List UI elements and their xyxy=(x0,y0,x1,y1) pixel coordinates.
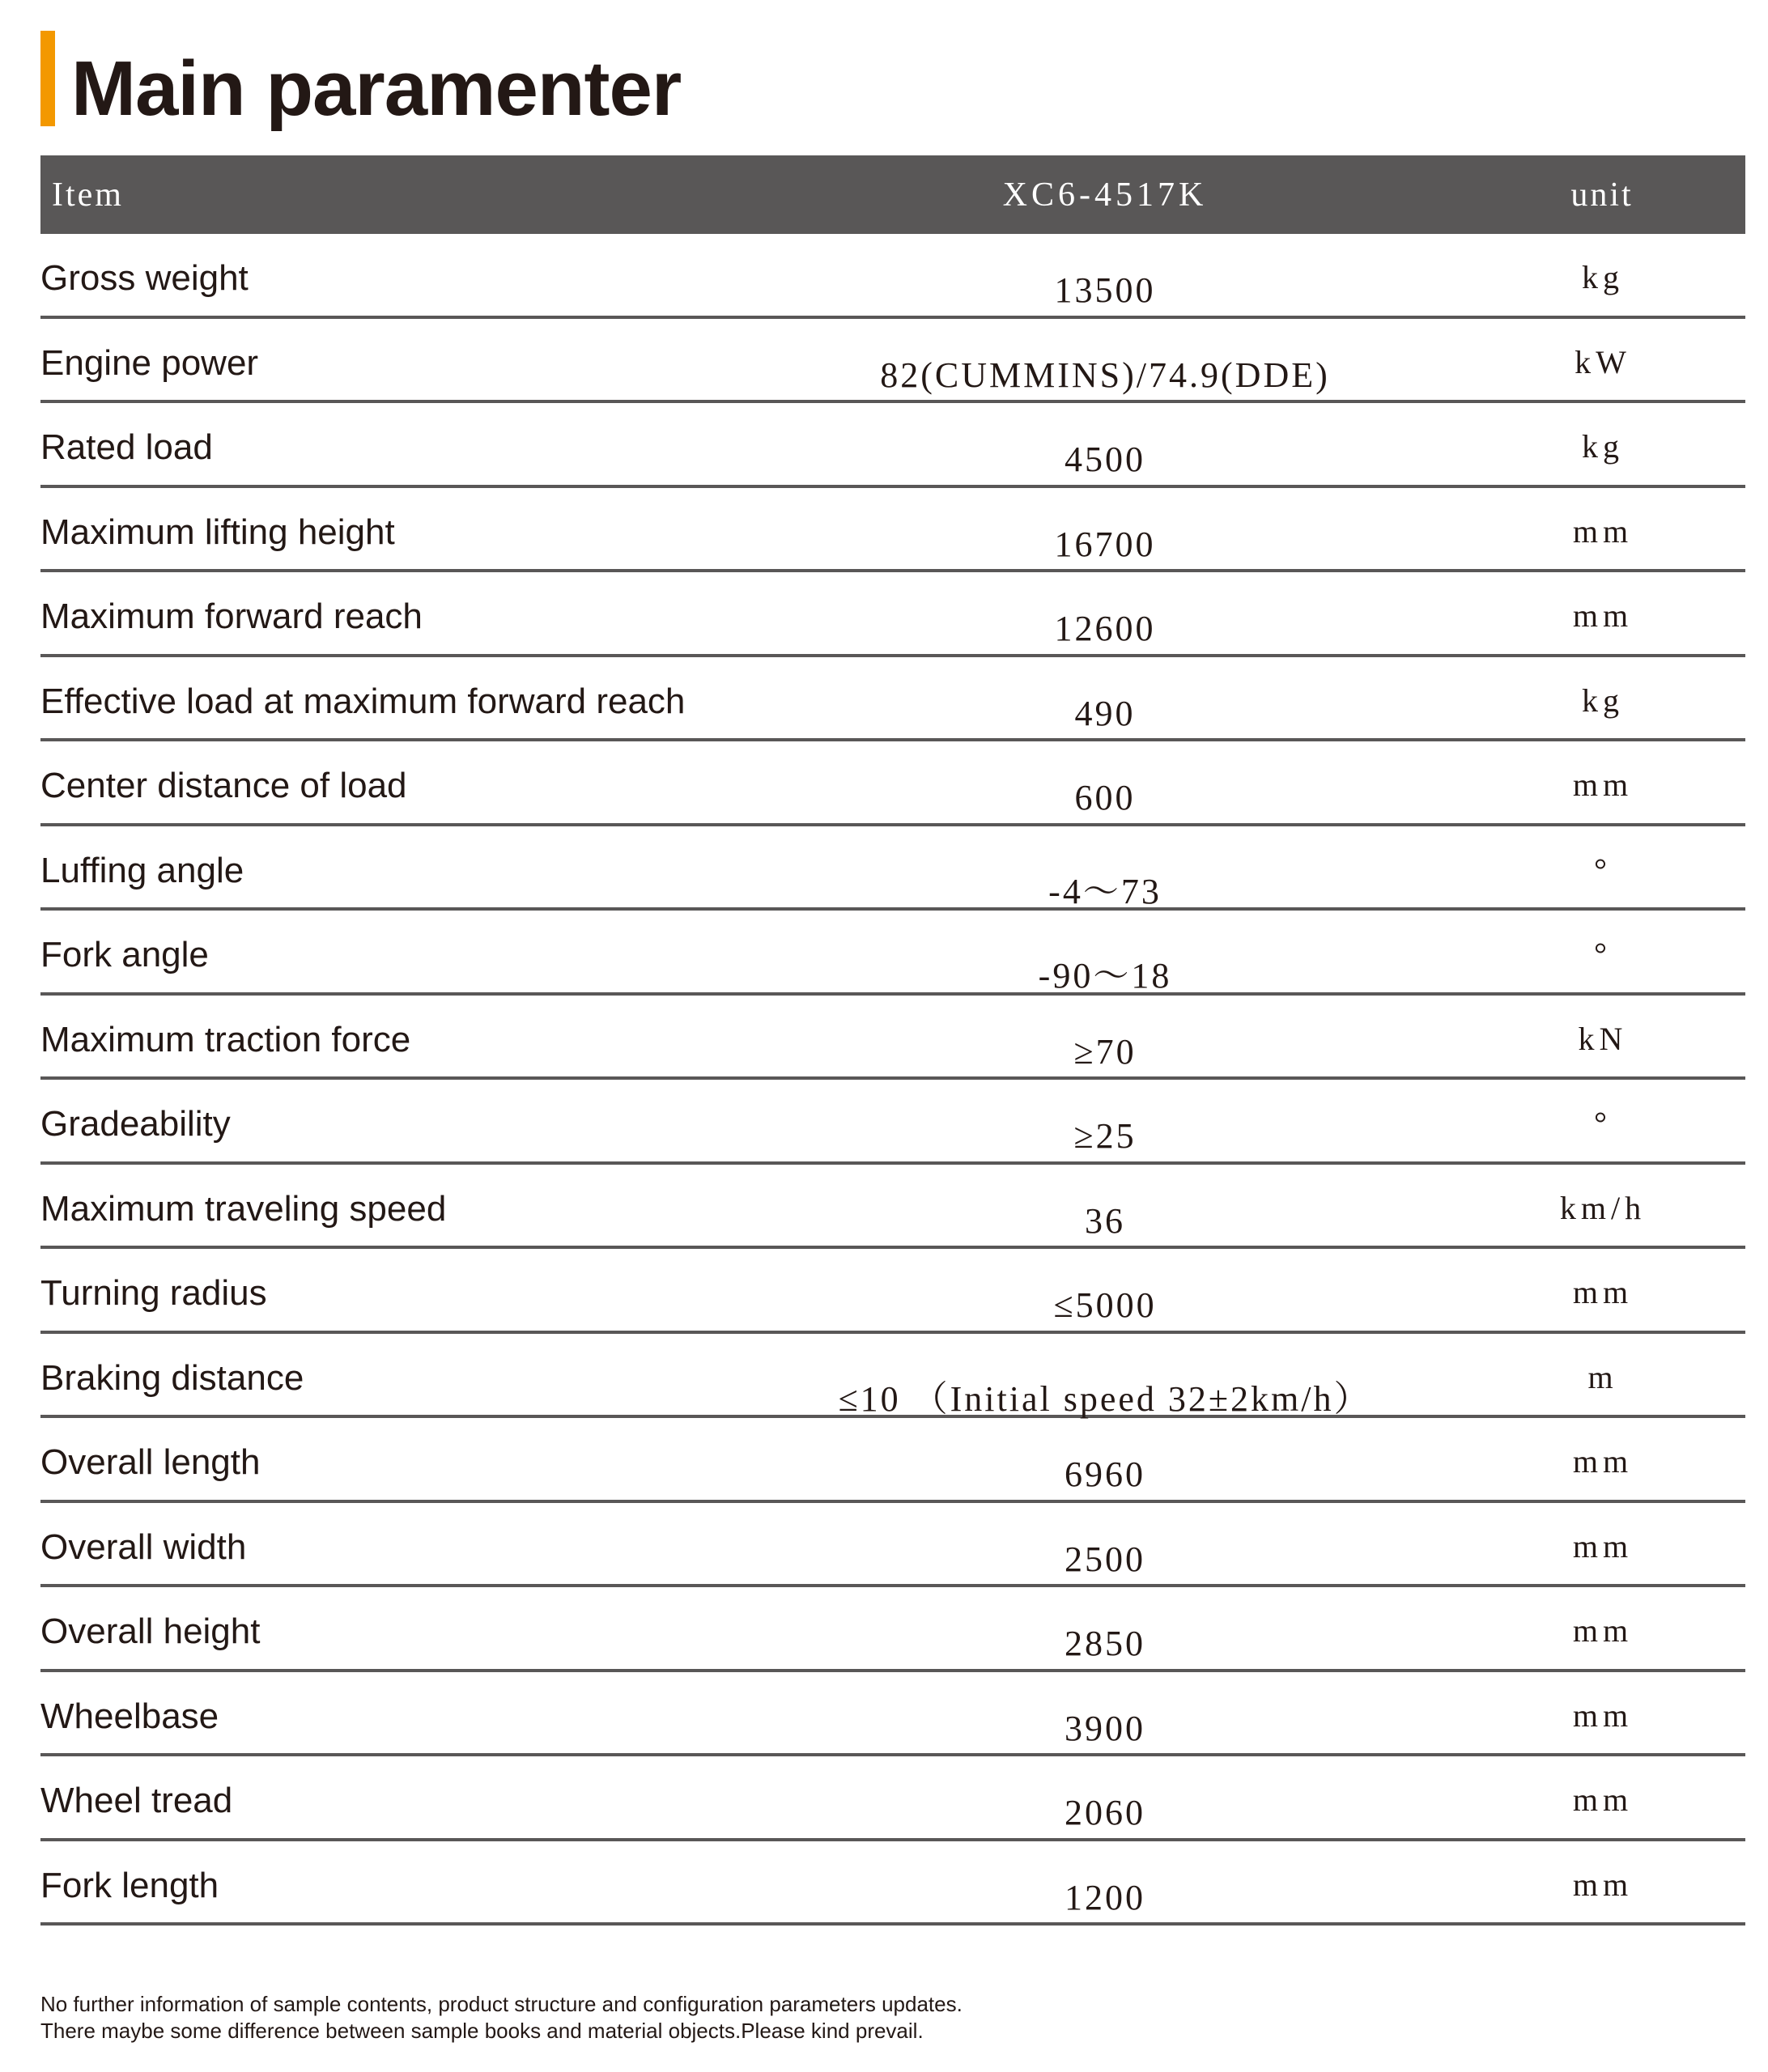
row-label: Maximum traction force xyxy=(40,1019,411,1059)
header-item: Item xyxy=(52,176,124,214)
table-row xyxy=(40,403,1745,488)
row-label: Fork angle xyxy=(40,935,209,974)
title-accent-bar xyxy=(40,31,55,126)
page-title: Main paramenter xyxy=(71,45,682,132)
table-row xyxy=(40,1334,1745,1419)
row-value: 6960 xyxy=(1065,1454,1145,1494)
spec-table xyxy=(40,155,1745,1926)
footnote xyxy=(40,1991,963,2044)
row-label: Overall width xyxy=(40,1526,247,1567)
row-unit: mm xyxy=(1572,1696,1634,1734)
row-label: Rated load xyxy=(40,427,213,467)
table-row xyxy=(40,1756,1745,1841)
table-row xyxy=(40,1503,1745,1588)
table-row xyxy=(40,1165,1745,1250)
row-unit: mm xyxy=(1572,512,1634,550)
row-value: 13500 xyxy=(1054,270,1156,310)
row-unit: mm xyxy=(1572,1781,1634,1818)
table-row xyxy=(40,911,1745,996)
row-unit: kg xyxy=(1582,681,1624,719)
row-label: Wheelbase xyxy=(40,1696,219,1736)
row-value: 2850 xyxy=(1065,1624,1145,1663)
table-row xyxy=(40,1080,1745,1165)
row-label: Overall length xyxy=(40,1442,261,1482)
row-value: 82(CUMMINS)/74.9(DDE) xyxy=(880,355,1330,395)
row-label: Engine power xyxy=(40,342,259,383)
row-value: ≥70 xyxy=(1073,1031,1137,1072)
row-value: -4～73 xyxy=(1048,871,1162,911)
table-row xyxy=(40,996,1745,1081)
row-unit: mm xyxy=(1572,1443,1634,1480)
row-unit: m xyxy=(1587,1358,1618,1395)
table-row xyxy=(40,1418,1745,1503)
row-value: 1200 xyxy=(1065,1877,1145,1917)
row-value: 3900 xyxy=(1065,1708,1145,1748)
row-label: Braking distance xyxy=(40,1357,304,1398)
header-model: XC6-4517K xyxy=(1002,176,1208,214)
row-value: -90～18 xyxy=(1038,956,1172,996)
row-value: ≥25 xyxy=(1073,1116,1137,1156)
row-unit: mm xyxy=(1572,1274,1634,1310)
row-unit: km/h xyxy=(1559,1189,1647,1226)
footnote-line: No further information of sample contents, product structure and configuration parameters updates. xyxy=(40,1992,963,2016)
row-value: ≤10 （Initial speed 32±2km/h） xyxy=(838,1378,1372,1419)
table-row xyxy=(40,1841,1745,1926)
row-label: Effective load at maximum forward reach xyxy=(40,681,686,721)
table-row xyxy=(40,657,1745,742)
row-value: 600 xyxy=(1074,778,1136,817)
row-label: Fork length xyxy=(40,1865,219,1905)
row-value: 16700 xyxy=(1054,524,1156,564)
row-unit: mm xyxy=(1572,1612,1634,1649)
row-unit: mm xyxy=(1572,1866,1634,1903)
table-row xyxy=(40,826,1745,911)
row-value: 2500 xyxy=(1065,1539,1145,1579)
row-unit: ° xyxy=(1594,1105,1612,1141)
row-unit: kN xyxy=(1578,1020,1628,1057)
row-label: Gradeability xyxy=(40,1104,231,1144)
row-label: Wheel tread xyxy=(40,1781,233,1820)
row-unit: ° xyxy=(1594,851,1612,888)
header-unit: unit xyxy=(1570,176,1634,214)
row-label: Turning radius xyxy=(40,1273,267,1313)
row-label: Maximum traveling speed xyxy=(40,1188,447,1229)
table-row xyxy=(40,234,1745,319)
row-label: Maximum lifting height xyxy=(40,512,395,552)
row-label: Center distance of load xyxy=(40,766,407,805)
row-unit: mm xyxy=(1572,597,1634,634)
row-unit: kg xyxy=(1582,259,1624,295)
row-value: 12600 xyxy=(1054,609,1156,648)
row-label: Overall height xyxy=(40,1611,261,1651)
table-header xyxy=(40,155,1745,234)
row-value: 4500 xyxy=(1065,439,1145,479)
table-row xyxy=(40,1587,1745,1672)
row-unit: mm xyxy=(1572,1527,1634,1565)
row-label: Luffing angle xyxy=(40,850,244,890)
table-row xyxy=(40,488,1745,573)
table-row xyxy=(40,319,1745,404)
row-unit: kg xyxy=(1582,428,1624,465)
row-value: 2060 xyxy=(1065,1793,1145,1832)
row-value: ≤5000 xyxy=(1053,1285,1157,1325)
row-unit: ° xyxy=(1594,936,1612,972)
table-row xyxy=(40,1672,1745,1757)
footnote-line: There maybe some difference between sample books and material objects.Please kind prevail. xyxy=(40,2019,924,2043)
table-row xyxy=(40,1249,1745,1334)
row-value: 490 xyxy=(1074,693,1136,733)
table-row xyxy=(40,741,1745,826)
row-unit: kW xyxy=(1575,343,1631,380)
row-value: 36 xyxy=(1085,1200,1125,1241)
row-label: Maximum forward reach xyxy=(40,597,423,636)
row-label: Gross weight xyxy=(40,258,249,298)
row-unit: mm xyxy=(1572,766,1634,803)
table-row xyxy=(40,572,1745,657)
